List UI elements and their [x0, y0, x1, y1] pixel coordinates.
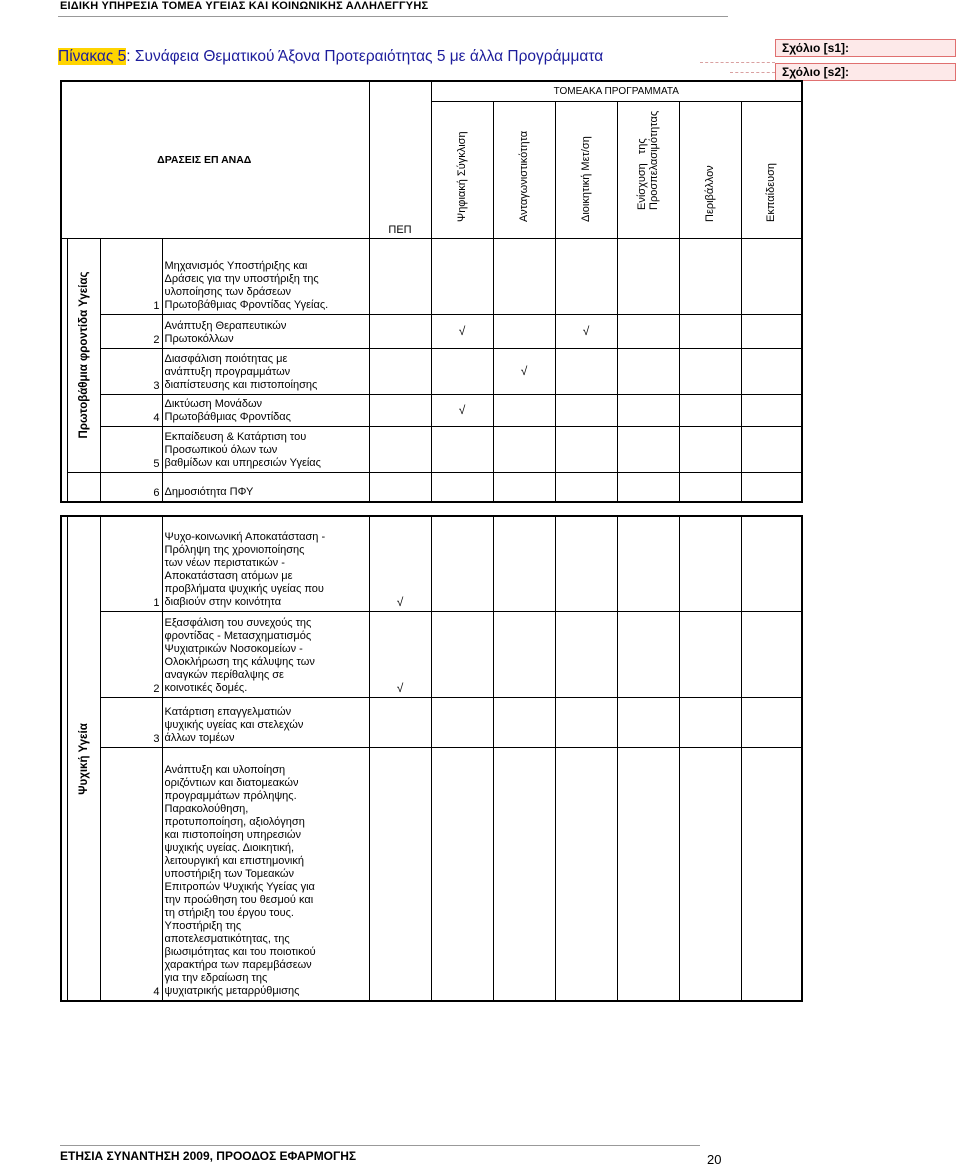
cell: [369, 314, 431, 348]
cell: [493, 314, 555, 348]
cell: [431, 611, 493, 697]
column-header-admin-reform: Διοικητική Μετ/ση: [555, 101, 617, 238]
cell: [741, 314, 802, 348]
check-mark: √: [493, 348, 555, 394]
table-title-number: Πίνακας 5: [58, 48, 127, 65]
cell: [493, 394, 555, 426]
cell: [679, 697, 741, 747]
comment-leader-2: [730, 72, 775, 73]
row-number: 2: [100, 611, 162, 697]
action-description: Ανάπτυξη και υλοποίηση οριζόντιων και διατομεακών προγραμμάτων πρόληψης. Παρακολούθηση, προτυποποίηση, αξιολόγηση και πιστοποίηση υπηρεσιών ψυχικής υγείας. Διοικητική, λειτουργική και επιστημονική υποστήριξη των Τομεακών Επιτροπών Ψυχικής Υγείας για την προώθηση του θεσμού και τη στήριξη του έργου τους. Υποστήριξη της αποτελεσματικότητας, της βιωσιμότητας και του ποιοτικού χαρακτήρα των παρεμβάσεων για την εδραίωση της ψυχιατρικής μεταρρύθμισης: [162, 747, 369, 1001]
check-mark: √: [555, 314, 617, 348]
row-number: 4: [100, 747, 162, 1001]
cell: [679, 516, 741, 611]
column-header-digital-convergence: Ψηφιακή Σύγκλιση: [431, 101, 493, 238]
footer-divider: [60, 1145, 700, 1146]
cell: [741, 426, 802, 472]
cell: [555, 516, 617, 611]
row-number: 2: [100, 314, 162, 348]
cell: [369, 348, 431, 394]
cell: [493, 426, 555, 472]
cell: [741, 394, 802, 426]
footer-text: ΕΤΗΣΙΑ ΣΥΝΑΝΤΗΣΗ 2009, ΠΡΟΟΔΟΣ ΕΦΑΡΜΟΓΗΣ: [60, 1149, 357, 1163]
cell: [617, 747, 679, 1001]
cell: [493, 697, 555, 747]
action-description: Εκπαίδευση & Κατάρτιση του Προσωπικού όλων των βαθμίδων και υπηρεσιών Υγείας: [162, 426, 369, 472]
cell: [493, 516, 555, 611]
column-header-accessibility: Ενίσχυση της Προσπελασιμότητας: [617, 101, 679, 238]
cell: [431, 516, 493, 611]
actions-header: ΔΡΑΣΕΙΣ ΕΠ ΑΝΑΔ: [61, 81, 369, 238]
cell: [617, 426, 679, 472]
cell: [431, 472, 493, 502]
cell: [493, 472, 555, 502]
cell: [617, 472, 679, 502]
cell: [741, 472, 802, 502]
cell: [679, 472, 741, 502]
cell: [679, 238, 741, 314]
cell: [369, 697, 431, 747]
table-title-text: : Συνάφεια Θεματικού Άξονα Προτεραιότητας 5 με άλλα Προγράμματα: [126, 48, 604, 65]
cell: [617, 314, 679, 348]
row-number: 3: [100, 348, 162, 394]
table-title: [58, 48, 603, 66]
cell: [679, 394, 741, 426]
cell: [431, 747, 493, 1001]
action-description: Εξασφάλιση του συνεχούς της φροντίδας - Μετασχηματισμός Ψυχιατρικών Νοσοκομείων - Ολοκλήρωση της κάλυψης των αναγκών περίθαλψης σε κοινοτικές δομές.: [162, 611, 369, 697]
row-number: 1: [100, 516, 162, 611]
check-mark: √: [369, 611, 431, 697]
cell: [679, 314, 741, 348]
action-description: Κατάρτιση επαγγελματιών ψυχικής υγείας και στελεχών άλλων τομέων: [162, 697, 369, 747]
action-description: Ανάπτυξη Θεραπευτικών Πρωτοκόλλων: [162, 314, 369, 348]
cell: [679, 611, 741, 697]
cell: [617, 394, 679, 426]
page-number: 20: [707, 1152, 722, 1167]
cell: [555, 394, 617, 426]
cell: [555, 426, 617, 472]
cell: [679, 747, 741, 1001]
cell: [679, 348, 741, 394]
cell: [369, 747, 431, 1001]
cell: [617, 697, 679, 747]
cell: [555, 238, 617, 314]
action-description: Ψυχο-κοινωνική Αποκατάσταση - Πρόληψη της χρονιοποίησης των νέων περιστατικών - Αποκατάσταση ατόμων με προβλήματα ψυχικής υγείας που διαβιούν στην κοινότητα: [162, 516, 369, 611]
axis-label-primary-care: Πρωτοβάθμια φροντίδα Υγείας: [67, 238, 100, 472]
cell: [741, 747, 802, 1001]
cell: [431, 697, 493, 747]
comment-leader-1: [700, 62, 775, 63]
cell: [617, 348, 679, 394]
cell: [431, 238, 493, 314]
cell: [555, 348, 617, 394]
header-divider: [58, 16, 728, 17]
pep-header: ΠΕΠ: [369, 81, 431, 238]
cell: [431, 426, 493, 472]
cell: [741, 238, 802, 314]
relevance-table-mental-health: [60, 515, 803, 1002]
row-number: 4: [100, 394, 162, 426]
cell: [741, 697, 802, 747]
cell: [741, 516, 802, 611]
cell: [555, 697, 617, 747]
cell: [67, 472, 100, 502]
cell: [741, 611, 802, 697]
sector-programs-header: ΤΟΜΕΑΚΑ ΠΡΟΓΡΑΜΜΑΤΑ: [431, 81, 802, 101]
action-description: Μηχανισμός Υποστήριξης και Δράσεις για την υποστήριξη της υλοποίησης των δράσεων Πρωτοβάθμιας Φροντίδας Υγείας.: [162, 238, 369, 314]
cell: [369, 472, 431, 502]
row-number: 1: [100, 238, 162, 314]
cell: [369, 426, 431, 472]
cell: [493, 611, 555, 697]
comment-balloon-s2[interactable]: Σχόλιο [s2]:: [775, 63, 956, 81]
cell: [493, 238, 555, 314]
row-number: 6: [100, 472, 162, 502]
action-description: Διασφάλιση ποιότητας με ανάπτυξη προγραμμάτων διαπίστευσης και πιστοποίησης: [162, 348, 369, 394]
cell: [617, 611, 679, 697]
check-mark: √: [431, 314, 493, 348]
row-number: 5: [100, 426, 162, 472]
axis-label-mental-health: Ψυχική Υγεία: [67, 516, 100, 1001]
cell: [617, 238, 679, 314]
action-description: Δικτύωση Μονάδων Πρωτοβάθμιας Φροντίδας: [162, 394, 369, 426]
comment-balloon-s1[interactable]: Σχόλιο [s1]:: [775, 39, 956, 57]
relevance-table-primary-care: [60, 80, 803, 503]
column-header-education: Εκπαίδευση: [741, 101, 802, 238]
cell: [369, 394, 431, 426]
cell: [617, 516, 679, 611]
action-description: Δημοσιότητα ΠΦΥ: [162, 472, 369, 502]
check-mark: √: [369, 516, 431, 611]
cell: [555, 611, 617, 697]
cell: [369, 238, 431, 314]
check-mark: √: [431, 394, 493, 426]
cell: [679, 426, 741, 472]
column-header-environment: Περιβάλλον: [679, 101, 741, 238]
column-header-competitiveness: Ανταγωνιστικότητα: [493, 101, 555, 238]
cell: [493, 747, 555, 1001]
cell: [741, 348, 802, 394]
row-number: 3: [100, 697, 162, 747]
running-header: ΕΙΔΙΚΗ ΥΠΗΡΕΣΙΑ ΤΟΜΕΑ ΥΓΕΙΑΣ ΚΑΙ ΚΟΙΝΩΝΙΚΗΣ ΑΛΛΗΛΕΓΓΥΗΣ: [60, 0, 429, 12]
cell: [431, 348, 493, 394]
cell: [555, 747, 617, 1001]
cell: [555, 472, 617, 502]
